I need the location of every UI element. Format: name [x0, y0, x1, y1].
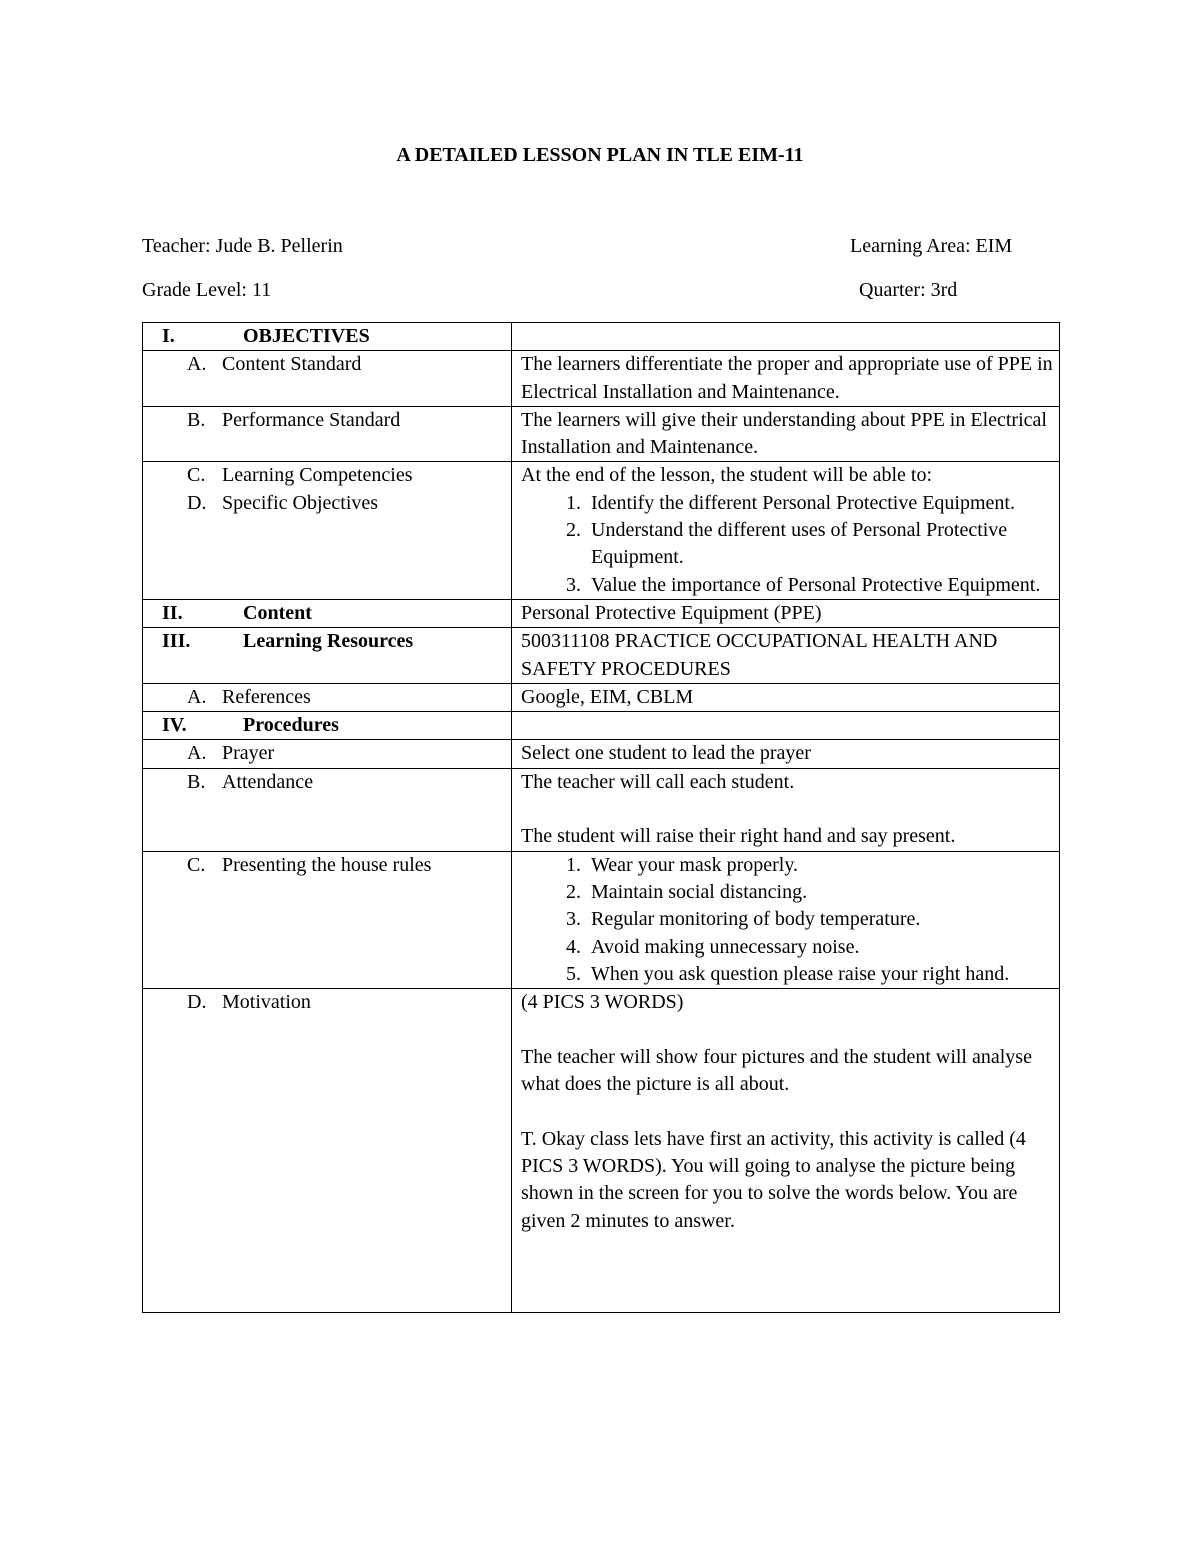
item-label: References [222, 685, 311, 708]
list-number: 5. [566, 962, 581, 985]
list-number: 2. [566, 880, 581, 903]
item-label: Specific Objectives [222, 491, 379, 514]
row-label-cell [143, 406, 512, 462]
specific-objectives-cell [512, 462, 1060, 599]
list-item [521, 517, 1053, 572]
section-procedures-header [143, 712, 512, 740]
list-text: Understand the different uses of Personal Protective Equipment. [591, 519, 1008, 569]
content-value: Personal Protective Equipment (PPE) [512, 599, 1060, 627]
list-item [521, 906, 1053, 933]
item-letter: A. [187, 742, 207, 765]
list-item [521, 490, 1053, 517]
attendance-line: The teacher will call each student. [521, 770, 795, 793]
table-row [143, 323, 1060, 351]
row-label-cell [143, 768, 512, 851]
item-label: Motivation [222, 991, 311, 1014]
section-number: I. [162, 325, 175, 347]
section-number: III. [162, 630, 191, 653]
row-label-cell [143, 851, 512, 988]
attendance-line: The student will raise their right hand and say present. [521, 825, 956, 848]
section-content-header [143, 599, 512, 627]
row-label-cell [143, 462, 512, 599]
table-row [143, 989, 1060, 1313]
section-label: OBJECTIVES [243, 325, 370, 347]
item-label: Content Standard [222, 353, 362, 376]
house-rules-cell [512, 851, 1060, 988]
section-objectives-header [143, 323, 512, 351]
objectives-intro: At the end of the lesson, the student will be able to: [521, 464, 933, 487]
item-label: Prayer [222, 742, 275, 765]
section-number: IV. [162, 714, 187, 737]
row-label-cell [143, 351, 512, 407]
table-row [143, 851, 1060, 988]
resources-value: 500311108 PRACTICE OCCUPATIONAL HEALTH AND SAFETY PROCEDURES [512, 628, 1060, 684]
list-text: Wear your mask properly. [591, 853, 799, 876]
list-text: Avoid making unnecessary noise. [591, 935, 860, 958]
section-resources-header [143, 628, 512, 684]
table-row [143, 462, 1060, 599]
table-row [143, 406, 1060, 462]
table-row [143, 351, 1060, 407]
motivation-paragraph: T. Okay class lets have first an activity, this activity is called (4 PICS 3 WORDS). You will going to analyse the picture being shown in the screen for you to solve the words below. You are given 2 minutes to answer. [521, 1127, 1026, 1232]
list-number: 4. [566, 935, 581, 958]
content-standard-value: The learners differentiate the proper and appropriate use of PPE in Electrical Installation and Maintenance. [512, 351, 1060, 407]
list-text: Regular monitoring of body temperature. [591, 908, 921, 931]
list-text: Maintain social distancing. [591, 880, 808, 903]
performance-standard-value: The learners will give their understanding about PPE in Electrical Installation and Maintenance. [512, 406, 1060, 462]
list-text: Identify the different Personal Protective Equipment. [591, 491, 1015, 514]
list-number: 3. [566, 908, 581, 931]
section-number: II. [162, 601, 183, 624]
grade-level-field: Grade Level: 11 [142, 279, 272, 301]
list-number: 3. [566, 573, 581, 596]
item-letter: D. [187, 491, 207, 514]
item-letter: B. [187, 408, 206, 431]
table-row [143, 683, 1060, 711]
motivation-cell [512, 989, 1060, 1313]
empty-cell [512, 712, 1060, 740]
learning-area-field: Learning Area: EIM [850, 235, 1013, 257]
table-row [143, 599, 1060, 627]
row-label-cell [143, 740, 512, 768]
table-row [143, 740, 1060, 768]
item-letter: C. [187, 464, 206, 487]
item-label: Learning Competencies [222, 464, 413, 487]
item-letter: A. [187, 353, 207, 376]
quarter-field: Quarter: 3rd [859, 279, 958, 301]
table-row [143, 628, 1060, 684]
list-item [521, 961, 1053, 988]
motivation-paragraph: The teacher will show four pictures and the student will analyse what does the picture is all about. [521, 1045, 1032, 1096]
references-value: Google, EIM, CBLM [512, 683, 1060, 711]
list-number: 1. [566, 853, 581, 876]
table-row [143, 712, 1060, 740]
list-text: Value the importance of Personal Protective Equipment. [591, 573, 1041, 596]
item-label: Attendance [222, 770, 314, 793]
motivation-heading: (4 PICS 3 WORDS) [521, 991, 684, 1014]
attendance-cell [512, 768, 1060, 851]
list-item [521, 879, 1053, 906]
item-letter: D. [187, 991, 207, 1014]
page-title: A DETAILED LESSON PLAN IN TLE EIM-11 [396, 144, 804, 166]
list-item [521, 934, 1053, 961]
item-label: Presenting the house rules [222, 853, 432, 876]
item-letter: A. [187, 685, 207, 708]
row-label-cell [143, 683, 512, 711]
list-text: When you ask question please raise your right hand. [591, 962, 1010, 985]
row-label-cell [143, 989, 512, 1313]
table-row [143, 768, 1060, 851]
list-number: 1. [566, 491, 581, 514]
item-label: Performance Standard [222, 408, 401, 431]
section-label: Procedures [243, 714, 339, 737]
prayer-value: Select one student to lead the prayer [512, 740, 1060, 768]
list-item [521, 852, 1053, 879]
item-letter: C. [187, 853, 206, 876]
list-number: 2. [566, 519, 581, 542]
list-item [521, 572, 1053, 599]
section-label: Content [243, 601, 312, 624]
item-letter: B. [187, 770, 206, 793]
section-label: Learning Resources [243, 630, 414, 653]
empty-cell [512, 323, 1060, 351]
teacher-field: Teacher: Jude B. Pellerin [142, 235, 343, 257]
lesson-plan-table [142, 322, 1060, 1313]
